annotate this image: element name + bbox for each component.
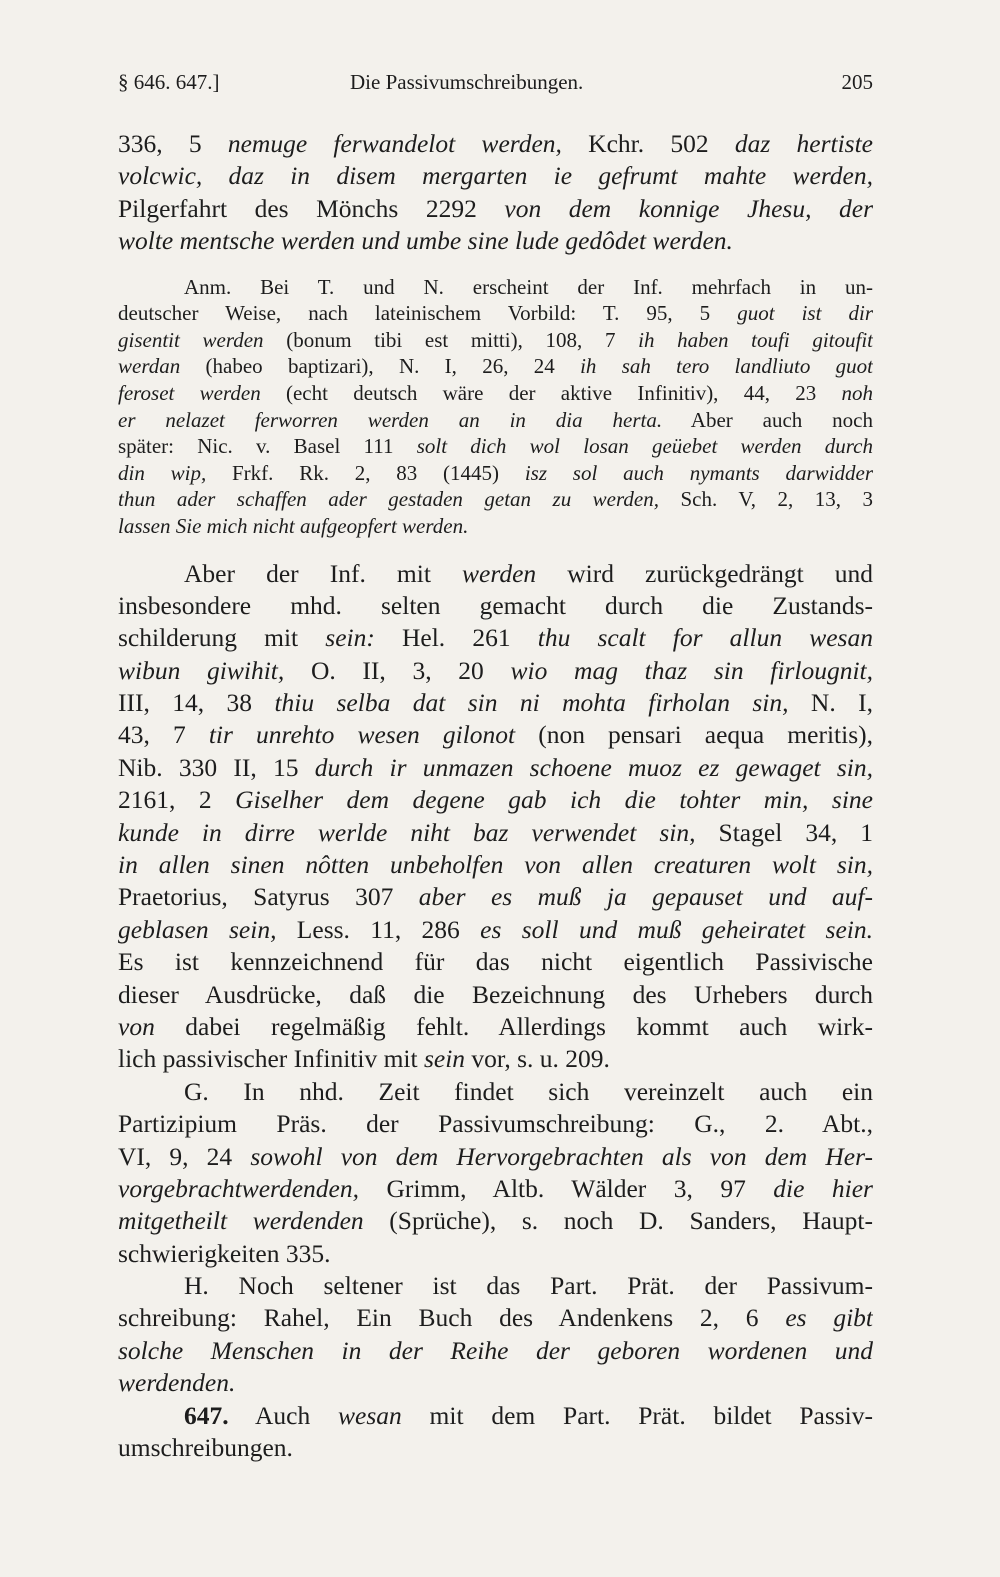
text-segment: Sch. V, 2, 13, 3 — [658, 487, 873, 512]
text-line — [118, 300, 873, 327]
italic-quote: kunde in dirre werlde niht baz verwendet sin, — [118, 817, 696, 847]
italic-quote: wolte mentsche werden und umbe sine lude gedôdet werden. — [118, 226, 733, 256]
text-segment: wird zurückgedrängt und — [536, 558, 873, 588]
text-line — [118, 1400, 873, 1432]
italic-quote: Giselher dem degene gab ich die tohter min, sine — [235, 785, 873, 815]
italic-quote: vorgebrachtwerdenden, — [118, 1173, 360, 1203]
text-line — [118, 274, 873, 301]
text-line — [118, 590, 873, 622]
text-line — [118, 486, 873, 513]
italic-quote: aber es muß ja gepauset und auf- — [418, 882, 873, 912]
italic-quote: gisentit werden — [118, 327, 264, 352]
italic-quote: volcwic, daz in disem mergarten ie gefrumt mahte werden, — [118, 161, 873, 191]
italic-quote: thiu selba dat sin ni mohta firholan sin, — [274, 688, 789, 718]
italic-quote: von dem konnige Jhesu, der — [504, 193, 873, 223]
text-segment: O. II, 3, 20 — [284, 655, 511, 685]
text-line — [118, 1141, 873, 1173]
italic-quote: feroset werden — [118, 380, 261, 405]
text-segment: Grimm, Altb. Wälder 3, 97 — [359, 1173, 774, 1203]
text-line — [118, 979, 873, 1011]
section-reference: § 646. 647.] — [118, 70, 220, 94]
italic-quote: tir unrehto wesen gilonot — [208, 720, 516, 750]
text-segment: Praetorius, Satyrus 307 — [118, 882, 419, 912]
text-line — [118, 752, 873, 784]
italic-quote: daz hertiste — [734, 129, 873, 158]
italic-quote: werden — [462, 558, 537, 588]
text-line — [118, 513, 873, 540]
italic-quote: geblasen sein, — [118, 914, 277, 944]
text-line — [118, 407, 873, 434]
text-line — [118, 719, 873, 751]
italic-quote: lassen Sie mich nicht aufgeopfert werden. — [118, 513, 469, 538]
text-line — [118, 1205, 873, 1237]
italic-quote: ih sah tero landliuto guot — [580, 354, 873, 379]
text-segment: (habeo baptizari), N. I, 26, 24 — [180, 354, 581, 379]
text-segment: schilderung mit — [118, 623, 326, 653]
italic-quote: solche Menschen in der Reihe der geboren wordenen und — [118, 1335, 873, 1365]
text-line — [118, 1367, 873, 1399]
text-line — [118, 622, 873, 654]
text-segment: Auch — [228, 1400, 339, 1430]
text-segment: deutscher Weise, nach lateinischem Vorbild: T. 95, 5 — [118, 301, 738, 326]
text-line — [118, 1076, 873, 1108]
text-segment: Aber der Inf. mit — [184, 558, 463, 588]
paragraph-gap — [118, 258, 873, 274]
text-line — [118, 881, 873, 913]
text-line — [118, 225, 873, 257]
text-line — [118, 128, 873, 160]
text-segment: insbesondere mhd. selten gemacht durch die Zustands- — [118, 590, 873, 620]
italic-quote: isz sol auch nymants darwidder — [524, 460, 873, 485]
italic-quote: er nelazet ferworren werden an in dia herta. — [118, 407, 663, 432]
text-segment: 2161, 2 — [118, 785, 236, 815]
italic-quote: sein — [423, 1044, 466, 1074]
text-segment: III, 14, 38 — [118, 688, 275, 718]
italic-quote: es gibt — [785, 1303, 873, 1333]
text-line — [118, 1335, 873, 1367]
text-segment: Nib. 330 II, 15 — [118, 752, 315, 782]
text-segment: Frkf. Rk. 2, 83 (1445) — [206, 460, 525, 485]
paragraph-gap — [118, 540, 873, 558]
italic-quote: die hier — [773, 1173, 873, 1203]
text-segment: 336, 5 — [118, 129, 228, 158]
running-title: Die Passivumschreibungen. — [350, 70, 584, 94]
italic-quote: noh — [841, 380, 873, 405]
italic-quote: von — [118, 1011, 155, 1041]
text-line — [118, 1108, 873, 1140]
italic-quote: werdan — [118, 354, 181, 379]
italic-quote: wibun giwihit, — [118, 655, 285, 685]
italic-quote: mitgetheilt werdenden — [118, 1206, 364, 1236]
text-line — [118, 353, 873, 380]
italic-quote: thu scalt for allun wesan — [537, 623, 873, 653]
italic-quote: wesan — [338, 1400, 402, 1430]
text-segment: 43, 7 — [118, 720, 209, 750]
text-segment: Anm. Bei T. und N. erscheint der Inf. mehrfach in un- — [184, 274, 873, 299]
text-segment: VI, 9, 24 — [118, 1141, 251, 1171]
text-segment: vor, s. u. 209. — [465, 1044, 610, 1074]
text-segment: Less. 11, 286 — [276, 914, 481, 944]
text-line — [118, 160, 873, 192]
text-segment: Es ist kennzeichnend für das nicht eigentlich Passivische — [118, 947, 873, 977]
italic-quote: guot ist dir — [737, 301, 873, 326]
text-segment: (echt deutsch wäre der aktive Infinitiv), 44, 23 — [260, 380, 842, 405]
italic-quote: werdenden. — [118, 1368, 236, 1398]
text-segment: dieser Ausdrücke, daß die Bezeichnung des Urhebers durch — [118, 979, 873, 1009]
text-line — [118, 784, 873, 816]
italic-quote: nemuge ferwandelot werden, — [227, 129, 562, 158]
text-line — [118, 1043, 873, 1075]
italic-quote: solt dich wol losan geüebet werden durch — [416, 434, 873, 459]
text-segment: schwierigkeiten 335. — [118, 1238, 331, 1268]
text-segment: Partizipium Präs. der Passivumschreibung: G., 2. Abt., — [118, 1109, 873, 1139]
italic-quote: wio mag thaz sin firlougnit, — [510, 655, 873, 685]
text-segment: N. I, — [788, 688, 873, 718]
italic-quote: es soll und muß geheiratet sein. — [480, 914, 873, 944]
text-line — [118, 1302, 873, 1334]
text-segment: G. In nhd. Zeit findet sich vereinzelt auch ein — [184, 1076, 873, 1106]
running-header — [118, 70, 873, 100]
italic-quote: thun ader schaffen ader gestaden getan zu werden, — [118, 487, 659, 512]
text-line — [118, 460, 873, 487]
section-number: 647. — [184, 1400, 229, 1430]
text-line — [118, 849, 873, 881]
text-line — [118, 817, 873, 849]
text-line — [118, 946, 873, 978]
italic-quote: sein: — [325, 623, 375, 653]
italic-quote: durch ir unmazen schoene muoz ez gewaget sin, — [314, 752, 873, 782]
text-segment: lich passivischer Infinitiv mit — [118, 1044, 424, 1074]
text-segment: später: Nic. v. Basel 111 — [118, 434, 417, 459]
text-line — [118, 1011, 873, 1043]
text-line — [118, 327, 873, 354]
text-segment: Pilgerfahrt des Mönchs 2292 — [118, 193, 505, 223]
text-line — [118, 687, 873, 719]
text-segment: Aber auch noch — [662, 407, 873, 432]
text-segment: (bonum tibi est mitti), 108, 7 — [263, 327, 639, 352]
text-segment: Stagel 34, 1 — [695, 817, 873, 847]
text-line — [118, 433, 873, 460]
page-number: 205 — [841, 70, 873, 94]
text-segment: Kchr. 502 — [561, 129, 735, 158]
italic-quote: din wip, — [118, 460, 207, 485]
text-line — [118, 1173, 873, 1205]
text-segment: mit dem Part. Prät. bildet Passiv- — [401, 1400, 873, 1430]
text-segment: Hel. 261 — [374, 623, 538, 653]
text-line — [118, 193, 873, 225]
text-line — [118, 558, 873, 590]
italic-quote: ih haben toufi gitoufit — [638, 327, 873, 352]
text-segment: H. Noch seltener ist das Part. Prät. der Passivum- — [184, 1271, 873, 1301]
text-line — [118, 914, 873, 946]
text-segment: umschreibungen. — [118, 1433, 293, 1463]
text-segment: (Sprüche), s. noch D. Sanders, Haupt- — [363, 1206, 873, 1236]
text-segment: (non pensari aequa meritis), — [515, 720, 873, 750]
text-line — [118, 1270, 873, 1302]
text-segment: dabei regelmäßig fehlt. Allerdings kommt auch wirk- — [154, 1011, 873, 1041]
page-body — [118, 128, 873, 1464]
italic-quote: sowohl von dem Hervorgebrachten als von dem Her- — [250, 1141, 873, 1171]
text-line — [118, 1238, 873, 1270]
text-segment: schreibung: Rahel, Ein Buch des Andenkens 2, 6 — [118, 1303, 786, 1333]
text-line — [118, 655, 873, 687]
text-line — [118, 1432, 873, 1464]
italic-quote: in allen sinen nôtten unbeholfen von allen creaturen wolt sin, — [118, 850, 873, 880]
text-line — [118, 380, 873, 407]
